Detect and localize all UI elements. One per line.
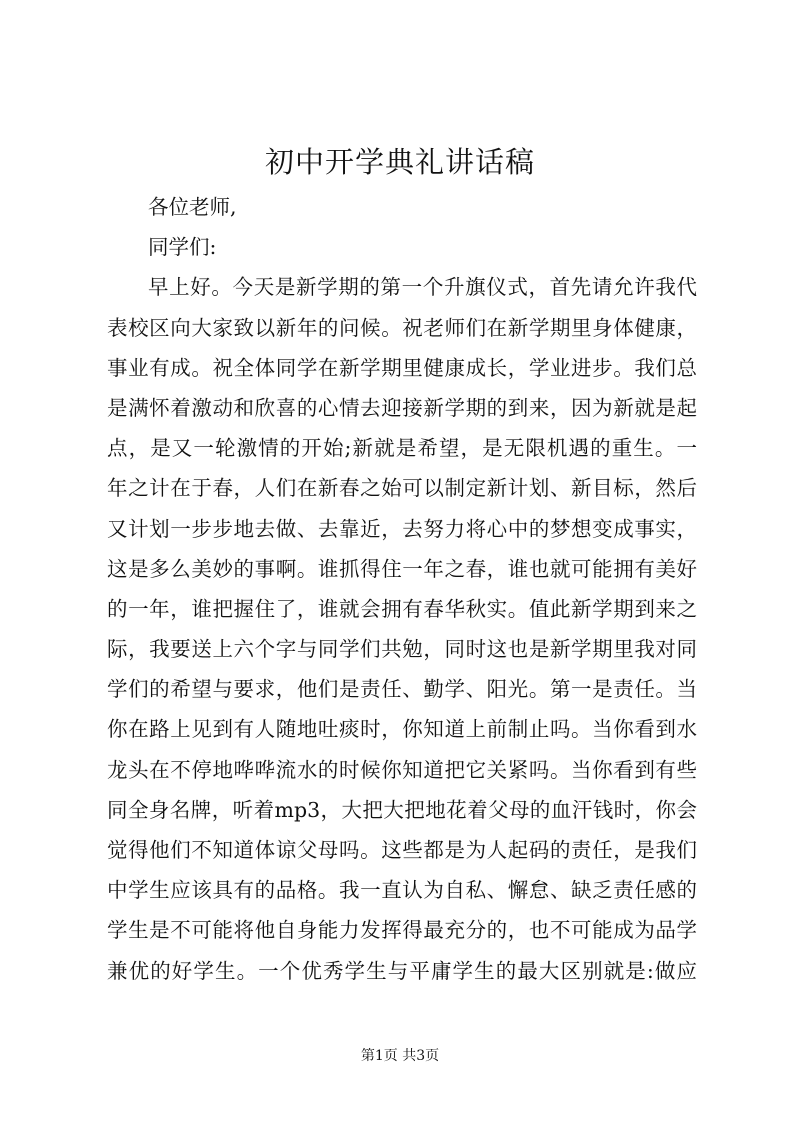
paragraph-line: 事业有成。祝全体同学在新学期里健康成长，学业进步。我们总 [107,355,697,380]
paragraph-line: 觉得他们不知道体谅父母吗。这些都是为人起码的责任，是我们 [107,838,697,862]
paragraph-line: 的一年，谁把握住了，谁就会拥有春华秋实。值此新学期到来之 [107,596,697,621]
salutation-teachers: 各位老师, [148,195,237,219]
paragraph-line: 学生是不可能将他自身能力发挥得最充分的，也不可能成为品学 [107,918,697,943]
document-body [107,187,697,991]
paragraph-line: 是满怀着激动和欣喜的心情去迎接新学期的到来，因为新就是起 [107,395,697,420]
paragraph-line: 兼优的好学生。一个优秀学生与平庸学生的最大区别就是:做应 [107,958,697,983]
paragraph-line: 同全身名牌，听着mp3，大把大把地花着父母的血汗钱时，你会 [107,797,697,822]
paragraph-line: 年之计在于春，人们在新春之始可以制定新计划、新目标，然后 [107,476,697,501]
paragraph-line: 这是多么美妙的事啊。谁抓得住一年之春，谁也就可能拥有美好 [107,556,697,581]
paragraph-line: 早上好。今天是新学期的第一个升旗仪式，首先请允许我代 [148,275,697,300]
paragraph-line: 你在路上见到有人随地吐痰时，你知道上前制止吗。当你看到水 [107,717,697,742]
paragraph-line: 龙头在不停地哗哗流水的时候你知道把它关紧吗。当你看到有些 [107,757,697,782]
paragraph-line: 又计划一步步地去做、去靠近，去努力将心中的梦想变成事实， [107,516,697,541]
paragraph-line: 中学生应该具有的品格。我一直认为自私、懈怠、缺乏责任感的 [107,878,697,903]
document-title: 初中开学典礼讲话稿 [264,145,535,179]
paragraph-line: 表校区向大家致以新年的问候。祝老师们在新学期里身体健康， [107,315,697,340]
paragraph-line: 际，我要送上六个字与同学们共勉，同时这也是新学期里我对同 [107,637,697,662]
paragraph-line: 学们的希望与要求，他们是责任、勤学、阳光。第一是责任。当 [107,677,697,702]
paragraph-line: 点，是又一轮激情的开始;新就是希望，是无限机遇的重生。一 [107,436,697,461]
page-number-footer: 第1页 共3页 [360,1048,440,1064]
salutation-students: 同学们: [148,235,217,260]
